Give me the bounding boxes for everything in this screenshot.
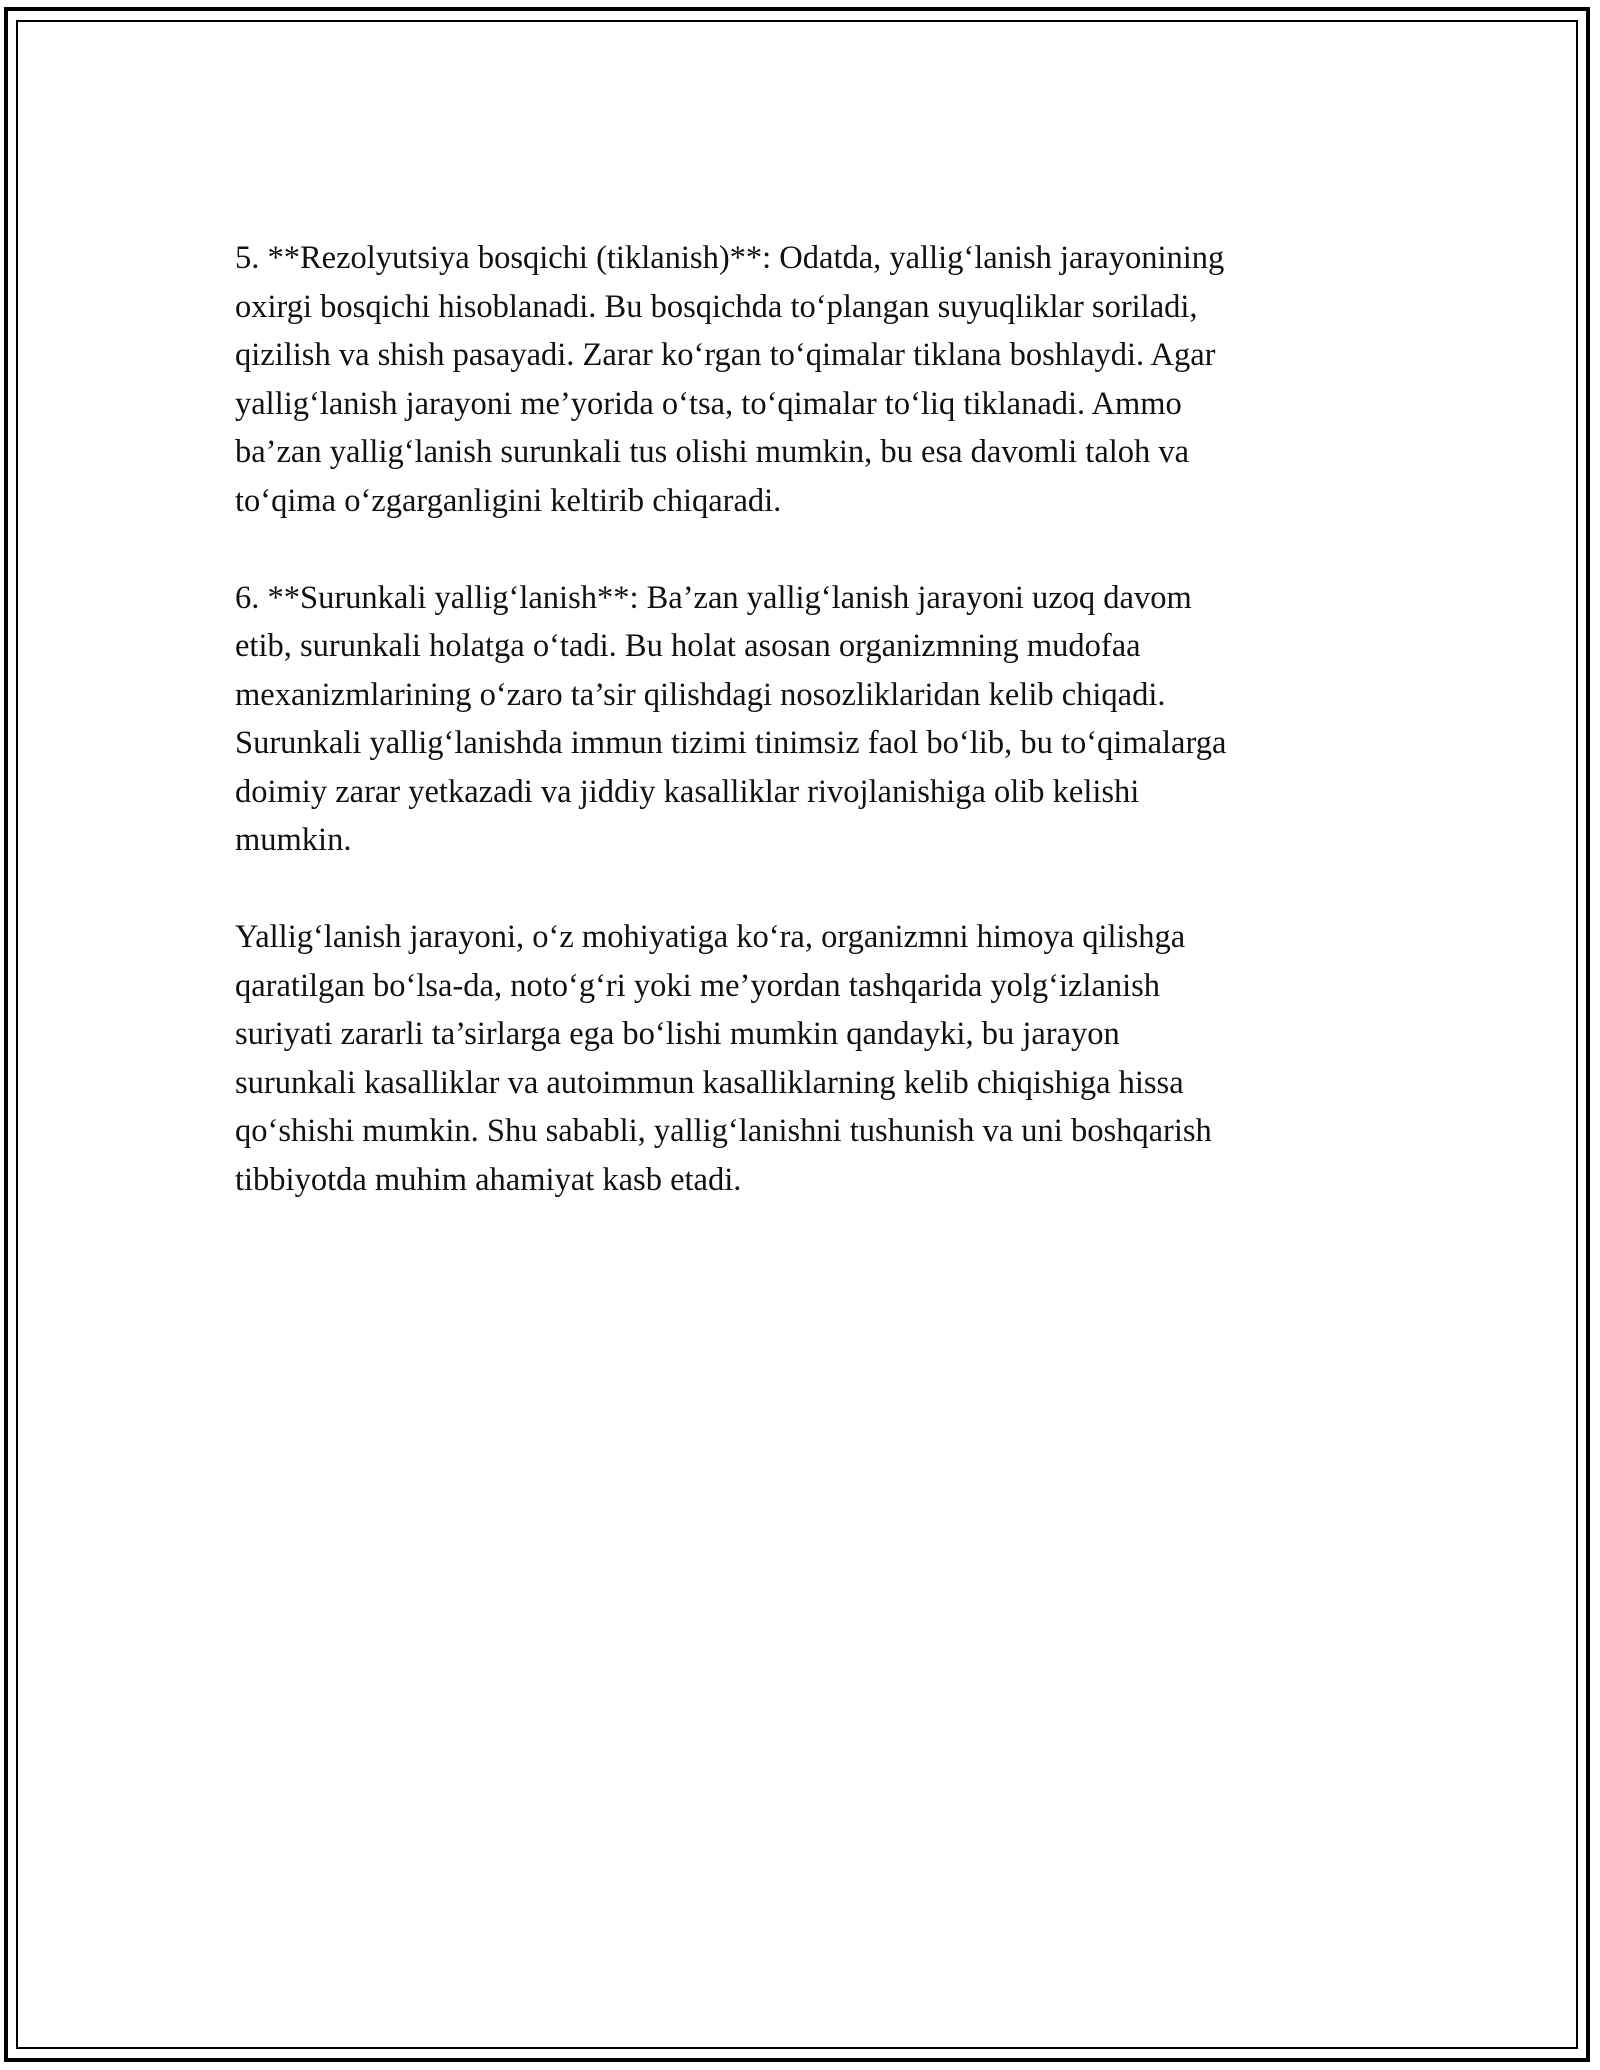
text-line: 6. **Surunkali yallig‘lanish**: Ba’zan yallig‘lanish jarayoni uzoq davom <box>235 579 1192 616</box>
paragraph-conclusion <box>235 913 1375 1204</box>
text-line: etib, surunkali holatga o‘tadi. Bu holat asosan organizmning mudofaa <box>235 628 1141 664</box>
paragraph-resolution-stage <box>235 234 1375 525</box>
text-line: suriyati zararli ta’sirlarga ega bo‘lishi mumkin qandayki, bu jarayon <box>235 1016 1120 1052</box>
text-line: yallig‘lanish jarayoni me’yorida o‘tsa, to‘qimalar to‘liq tiklanadi. Ammo <box>235 385 1182 422</box>
text-line: qo‘shishi mumkin. Shu sababli, yallig‘lanishni tushunish va uni boshqarish <box>235 1113 1212 1149</box>
text-line: ba’zan yallig‘lanish surunkali tus olishi mumkin, bu esa davomli taloh va <box>235 434 1190 470</box>
text-line: oxirgi bosqichi hisoblanadi. Bu bosqichda to‘plangan suyuqliklar soriladi, <box>235 288 1198 325</box>
text-line: tibbiyotda muhim ahamiyat kasb etadi. <box>235 1161 742 1198</box>
text-line: doimiy zarar yetkazadi va jiddiy kasalliklar rivojlanishiga olib kelishi <box>235 773 1140 810</box>
text-line: surunkali kasalliklar va autoimmun kasalliklarning kelib chiqishiga hissa <box>235 1064 1184 1101</box>
text-line: Yallig‘lanish jarayoni, o‘z mohiyatiga ko‘ra, organizmni himoya qilishga <box>235 919 1186 955</box>
text-line: 5. **Rezolyutsiya bosqichi (tiklanish)**: Odatda, yallig‘lanish jarayonining <box>235 240 1225 276</box>
paragraph-chronic-inflammation <box>235 574 1375 865</box>
text-line: to‘qima o‘zgarganligini keltirib chiqaradi. <box>235 482 782 519</box>
text-line: mumkin. <box>235 822 352 858</box>
text-line: qaratilgan bo‘lsa-da, noto‘g‘ri yoki me’yordan tashqarida yolg‘izlanish <box>235 967 1161 1004</box>
text-line: mexanizmlarining o‘zaro ta’sir qilishdagi nosozliklaridan kelib chiqadi. <box>235 676 1166 713</box>
text-line: qizilish va shish pasayadi. Zarar ko‘rgan to‘qimalar tiklana boshlaydi. Agar <box>235 337 1216 373</box>
document-body <box>235 234 1375 1253</box>
text-line: Surunkali yallig‘lanishda immun tizimi tinimsiz faol bo‘lib, bu to‘qimalarga <box>235 725 1227 761</box>
